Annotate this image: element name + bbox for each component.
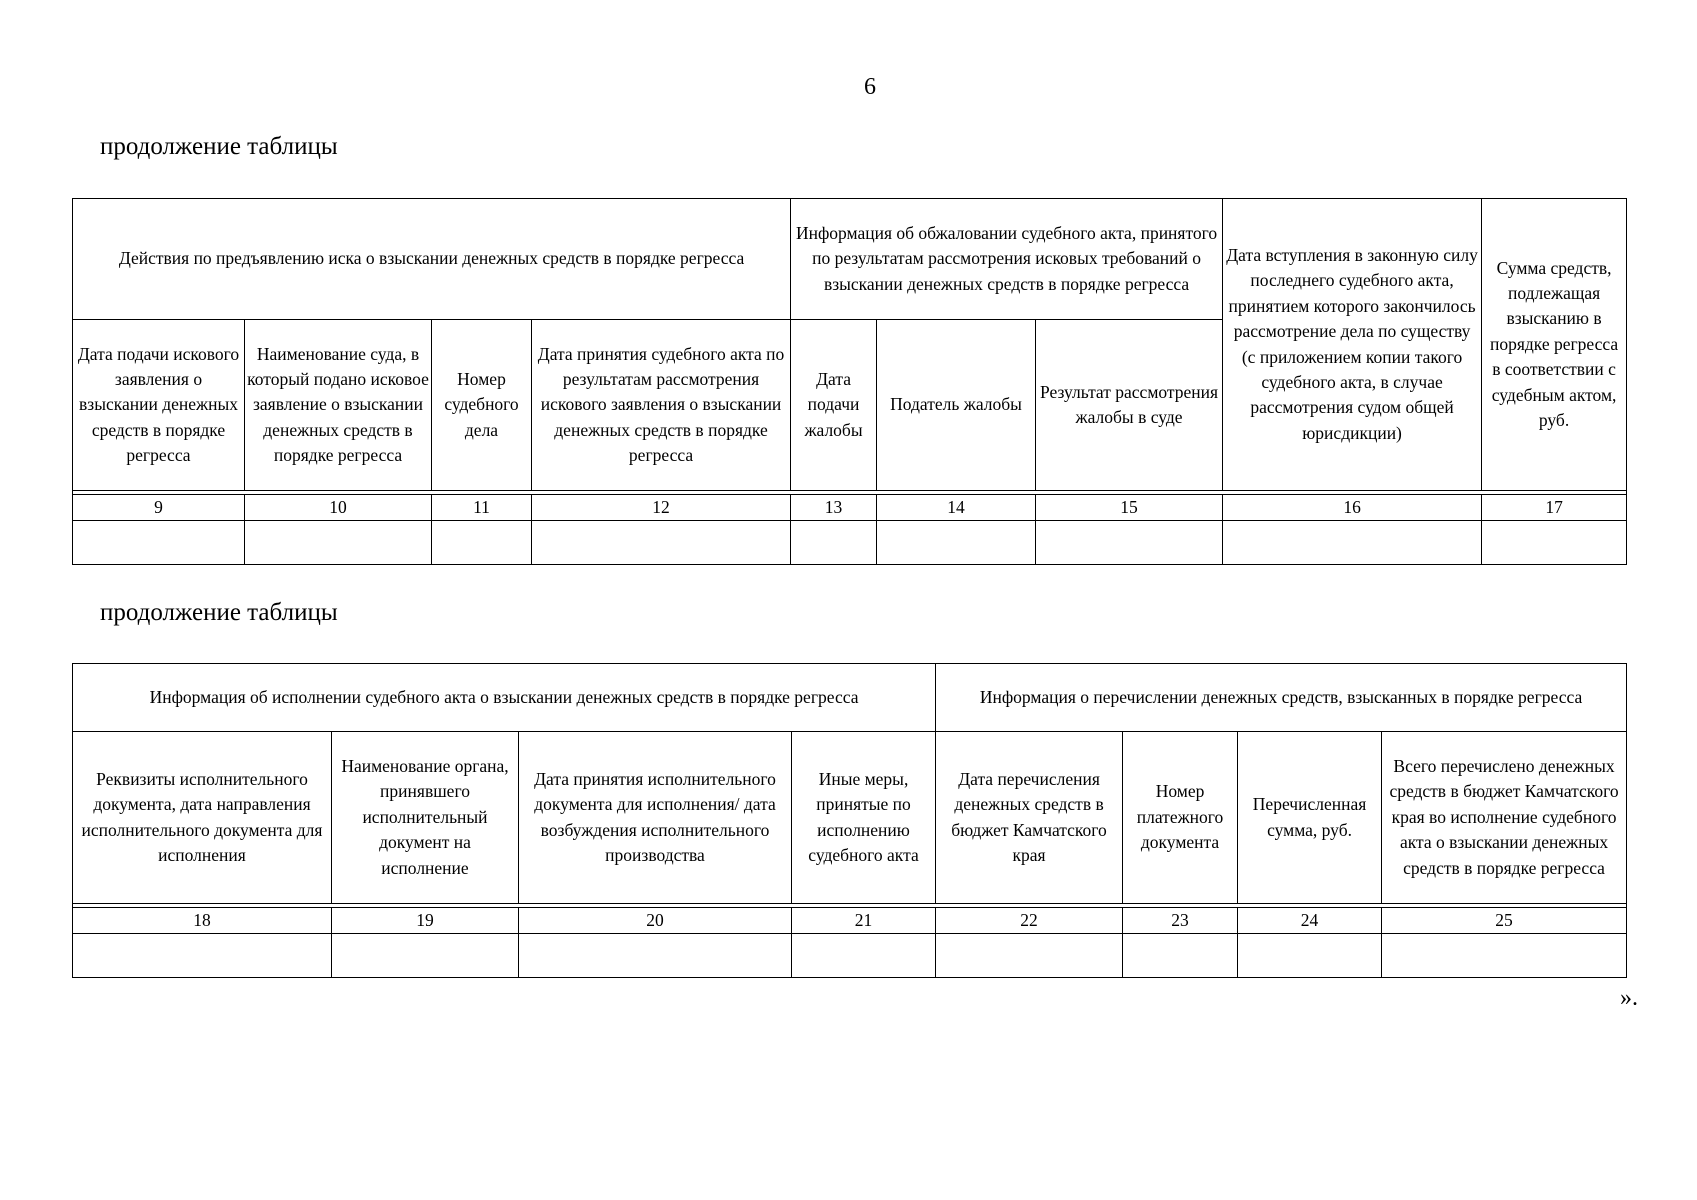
table2-col-19-header: Наименование органа, принявшего исполнительный документ на исполнение xyxy=(332,732,519,904)
table1-num: 17 xyxy=(1482,495,1627,521)
table2-group-transfer: Информация о перечислении денежных средств, взысканных в порядке регресса xyxy=(936,664,1627,732)
table1-col-15-header: Результат рассмотрения жалобы в суде xyxy=(1036,320,1223,491)
page-number: 6 xyxy=(864,74,876,100)
table2-num: 25 xyxy=(1382,908,1627,934)
table2-empty-row xyxy=(73,934,1627,978)
table-regress-actions xyxy=(72,198,1627,565)
continuation-title-2: продолжение таблицы xyxy=(100,599,338,626)
table2-cell[interactable] xyxy=(1123,934,1238,978)
table1-group-lawsuit: Действия по предъявлению иска о взыскании денежных средств в порядке регресса xyxy=(73,199,791,320)
table1-num: 13 xyxy=(791,495,877,521)
table1-num: 16 xyxy=(1223,495,1482,521)
table2-num: 24 xyxy=(1238,908,1382,934)
table2-num: 23 xyxy=(1123,908,1238,934)
table2-col-21-header: Иные меры, принятые по исполнению судебного акта xyxy=(792,732,936,904)
table1-cell[interactable] xyxy=(1482,521,1627,565)
table1-cell[interactable] xyxy=(791,521,877,565)
table2-group-execution: Информация об исполнении судебного акта о взыскании денежных средств в порядке регресса xyxy=(73,664,936,732)
closing-quote-mark: ». xyxy=(1620,985,1638,1011)
table1-num: 14 xyxy=(877,495,1036,521)
table2-cell[interactable] xyxy=(792,934,936,978)
table1-col-12-header: Дата принятия судебного акта по результатам рассмотрения искового заявления о взыскании денежных средств в порядке регресса xyxy=(532,320,791,491)
table1-col-9-header: Дата подачи искового заявления о взыскании денежных средств в порядке регресса xyxy=(73,320,245,491)
table2-col-24-header: Перечисленная сумма, руб. xyxy=(1238,732,1382,904)
table1-cell[interactable] xyxy=(877,521,1036,565)
table1-cell[interactable] xyxy=(532,521,791,565)
table2-cell[interactable] xyxy=(1382,934,1627,978)
table1-cell[interactable] xyxy=(1223,521,1482,565)
table2-col-18-header: Реквизиты исполнительного документа, дата направления исполнительного документа для исполнения xyxy=(73,732,332,904)
table2-num: 22 xyxy=(936,908,1123,934)
table1-group-appeal: Информация об обжаловании судебного акта, принятого по результатам рассмотрения исковых требований о взыскании денежных средств в порядке регресса xyxy=(791,199,1223,320)
table2-col-25-header: Всего перечислено денежных средств в бюджет Камчатского края во исполнение судебного акта о взыскании денежных средств в порядке регресса xyxy=(1382,732,1627,904)
continuation-title-1: продолжение таблицы xyxy=(100,133,338,160)
table1-num: 10 xyxy=(245,495,432,521)
table2-num: 20 xyxy=(519,908,792,934)
table2-col-23-header: Номер платежного документа xyxy=(1123,732,1238,904)
table1-cell[interactable] xyxy=(1036,521,1223,565)
table1-num: 15 xyxy=(1036,495,1223,521)
table2-cell[interactable] xyxy=(936,934,1123,978)
table1-num: 12 xyxy=(532,495,791,521)
table1-group-row xyxy=(73,199,1627,320)
table2-col-22-header: Дата перечисления денежных средств в бюджет Камчатского края xyxy=(936,732,1123,904)
table2-cell[interactable] xyxy=(519,934,792,978)
table1-cell[interactable] xyxy=(432,521,532,565)
table1-col-14-header: Податель жалобы xyxy=(877,320,1036,491)
table2-cell[interactable] xyxy=(332,934,519,978)
table1-col-17-header: Сумма средств, подлежащая взысканию в порядке регресса в соответствии с судебным актом, руб. xyxy=(1482,199,1627,491)
table1-num: 9 xyxy=(73,495,245,521)
table2-group-row xyxy=(73,664,1627,732)
table2-num: 21 xyxy=(792,908,936,934)
table2-column-row xyxy=(73,732,1627,904)
table1-cell[interactable] xyxy=(73,521,245,565)
table1-col-16-header: Дата вступления в законную силу последнего судебного акта, принятием которого закончилось рассмотрение дела по существу (с приложением копии такого судебного акта, в случае рассмотрения судом общей юрисдикции) xyxy=(1223,199,1482,491)
table2-number-row xyxy=(73,908,1627,934)
table2-col-20-header: Дата принятия исполнительного документа для исполнения/ дата возбуждения исполнительного производства xyxy=(519,732,792,904)
table1-cell[interactable] xyxy=(245,521,432,565)
table2-cell[interactable] xyxy=(1238,934,1382,978)
table1-col-11-header: Номер судебного дела xyxy=(432,320,532,491)
table1-num: 11 xyxy=(432,495,532,521)
table2-cell[interactable] xyxy=(73,934,332,978)
table1-number-row xyxy=(73,495,1627,521)
table1-col-10-header: Наименование суда, в который подано исковое заявление о взыскании денежных средств в порядке регресса xyxy=(245,320,432,491)
table-regress-execution xyxy=(72,663,1627,978)
table1-empty-row xyxy=(73,521,1627,565)
table1-col-13-header: Дата подачи жалобы xyxy=(791,320,877,491)
table2-num: 19 xyxy=(332,908,519,934)
table2-num: 18 xyxy=(73,908,332,934)
